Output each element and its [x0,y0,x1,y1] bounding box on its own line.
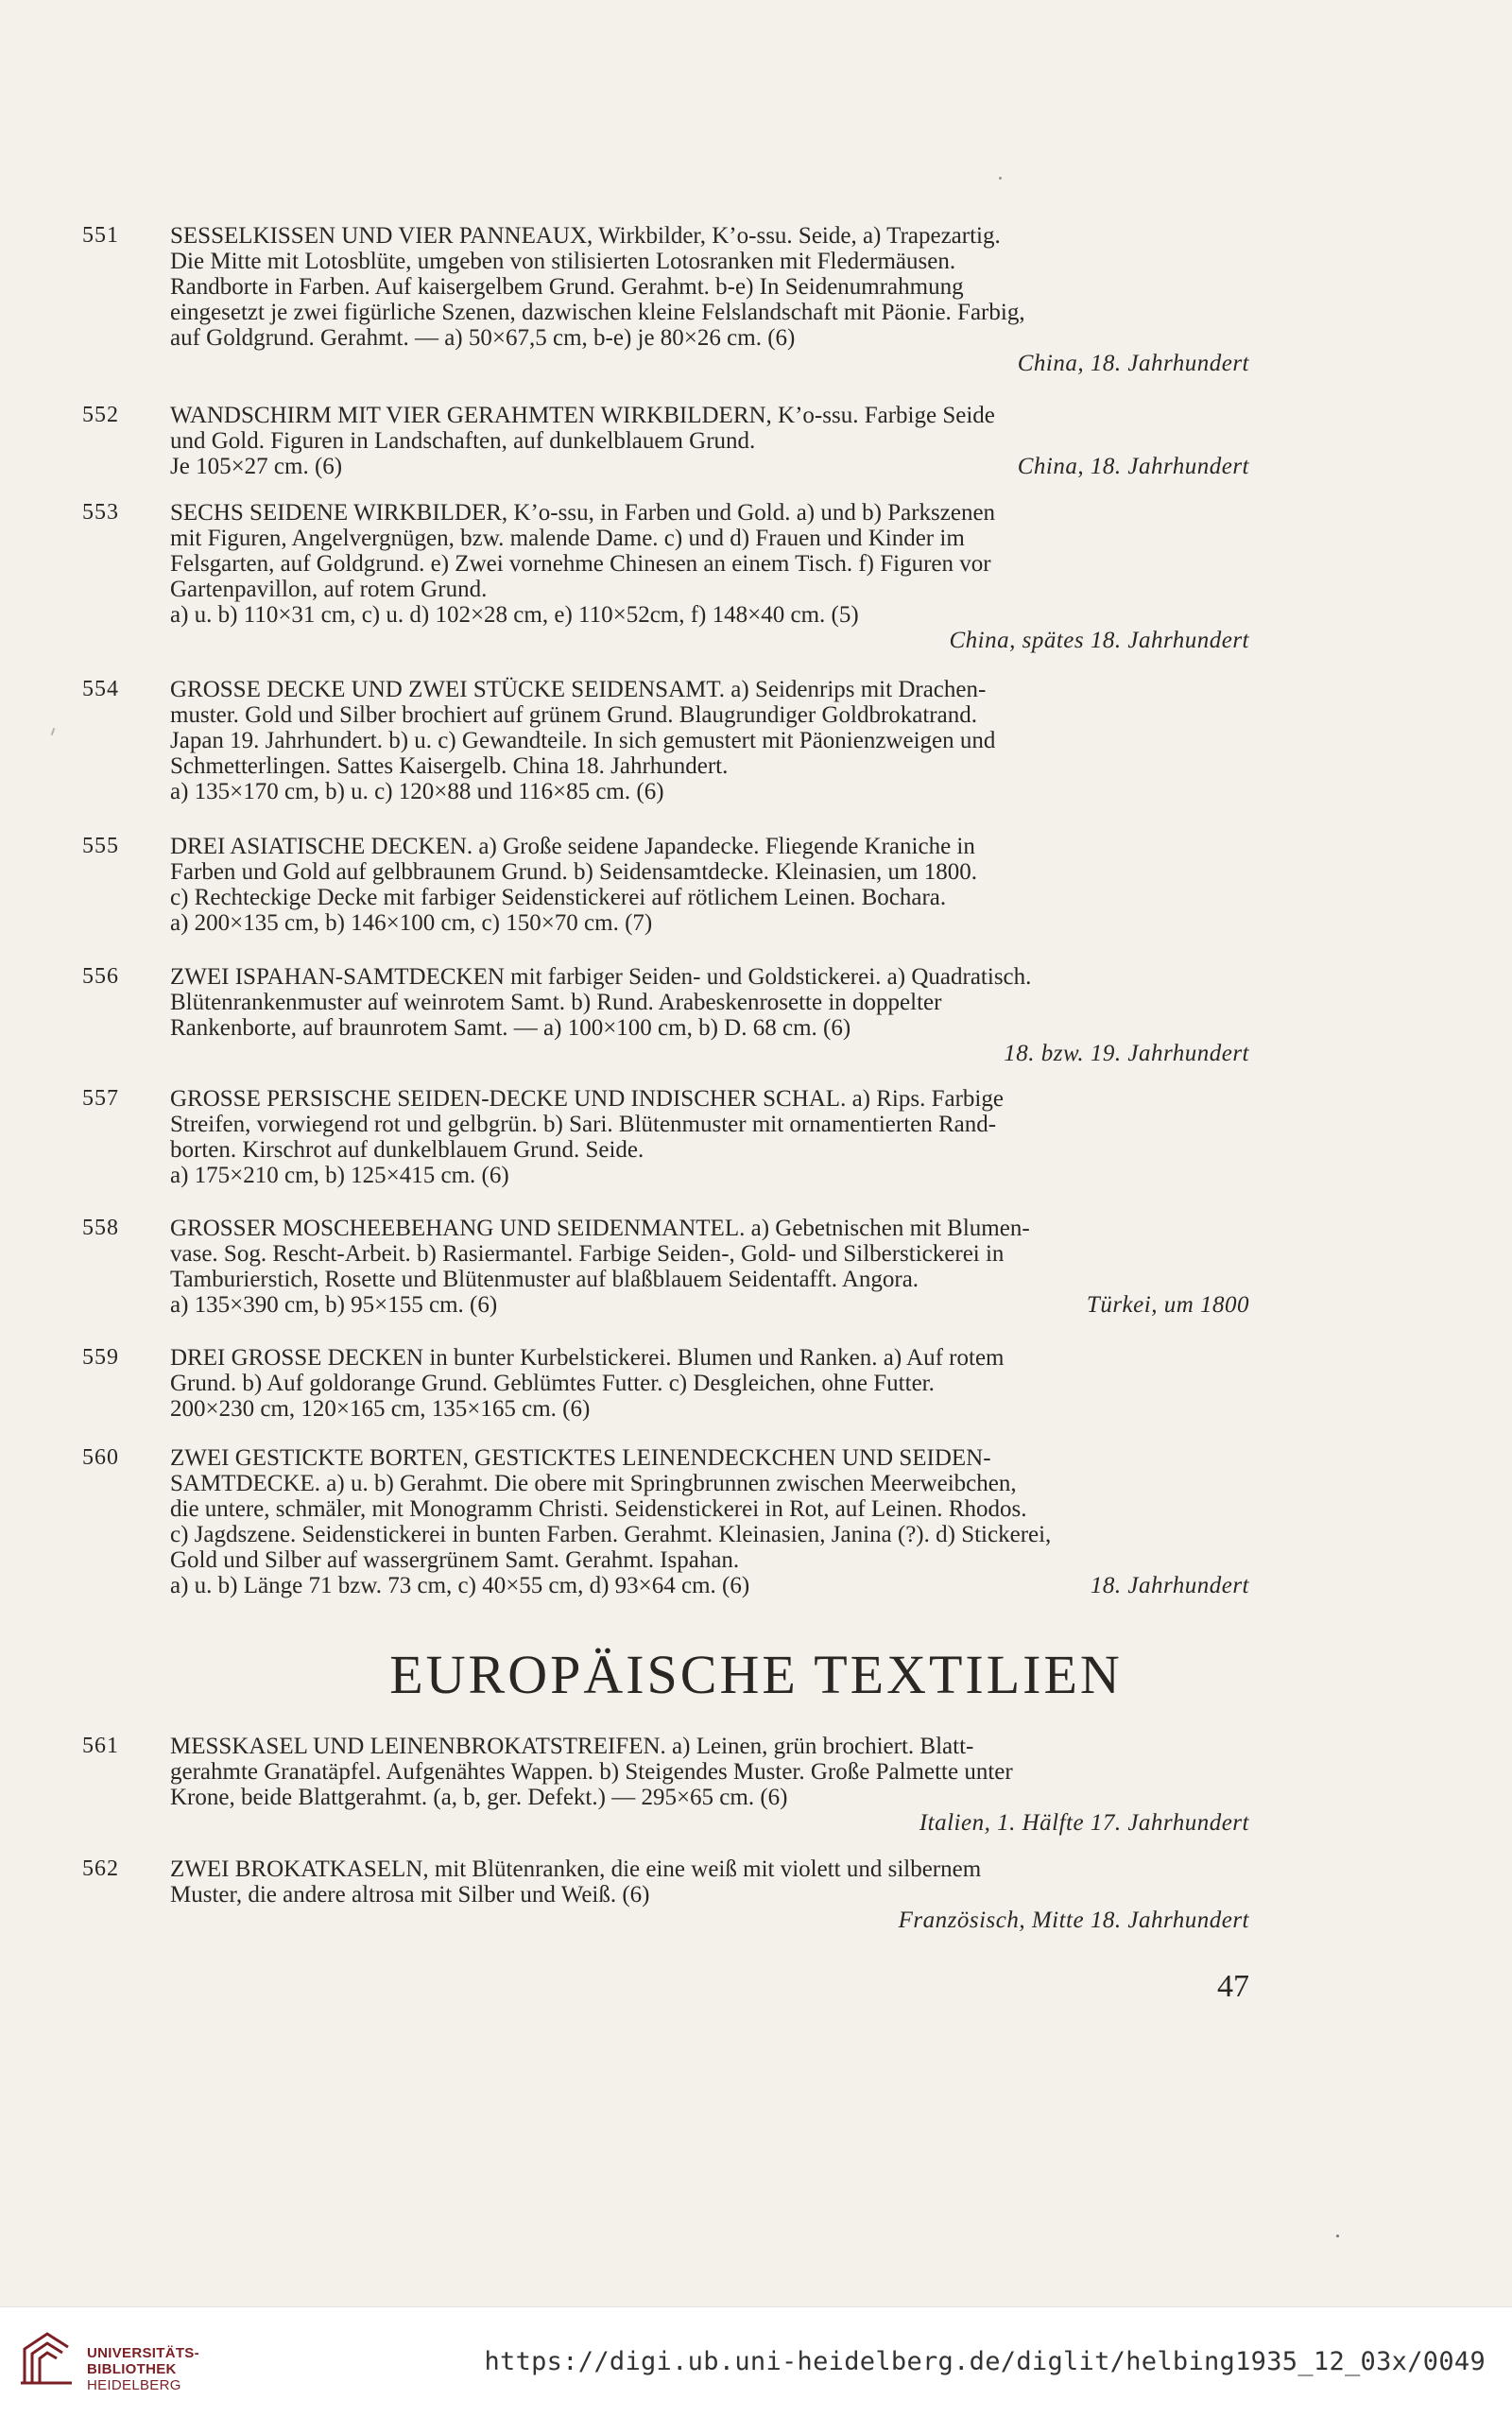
library-name-line: HEIDELBERG [87,2377,181,2393]
entry-line: 200×230 cm, 120×165 cm, 135×165 cm. (6) [170,1396,591,1422]
entry-final-row [170,1573,1249,1598]
entry-text [170,1445,1249,1573]
entry-line: GROSSER MOSCHEEBEHANG UND SEIDENMANTEL. a) Gebetnischen mit Blumen- [170,1216,1030,1241]
library-logo-icon [19,2328,74,2387]
page-mark [1336,2235,1339,2237]
entry-line: DREI ASIATISCHE DECKEN. a) Große seidene Japandecke. Fliegende Kraniche in [170,834,975,859]
entry-line: Farben und Gold auf gelbbraunem Grund. b) Seidensamtdecke. Kleinasien, um 1800. [170,859,977,885]
entry-text [170,834,1249,936]
footer-bar [0,2306,1512,2417]
lot-number: 556 [82,964,119,989]
entry-text [170,964,1249,1041]
lot-number: 562 [82,1856,119,1881]
entry-text [170,1734,1249,1810]
lot-number: 551 [82,223,119,248]
entry-line: Schmetterlingen. Sattes Kaisergelb. China 18. Jahrhundert. [170,753,729,779]
library-name-line: UNIVERSITÄTS- [87,2345,199,2361]
entry-line: Rankenborte, auf braunrotem Samt. — a) 100×100 cm, b) D. 68 cm. (6) [170,1015,851,1041]
entry-line: Japan 19. Jahrhundert. b) u. c) Gewandteile. In sich gemustert mit Päonienzweigen und [170,728,996,753]
lot-number: 555 [82,834,119,858]
entry-text [170,500,1249,628]
attribution: 18. Jahrhundert [1090,1573,1249,1598]
catalog-entry-553 [82,500,1249,653]
catalog-entry-561 [82,1734,1249,1836]
lot-number: 553 [82,500,119,525]
entry-line: vase. Sog. Rescht-Arbeit. b) Rasiermantel. Farbige Seiden-, Gold- und Silberstickerei in [170,1241,1005,1267]
entry-line: Gartenpavillon, auf rotem Grund. [170,577,488,602]
entry-line: Blütenrankenmuster auf weinrotem Samt. b) Rund. Arabeskenrosette in doppelter [170,990,942,1015]
entry-line: gerahmte Granatäpfel. Aufgenähtes Wappen. b) Steigendes Muster. Große Palmette unter [170,1759,1013,1785]
entry-text [170,1086,1249,1188]
entry-line: ZWEI BROKATKASELN, mit Blütenranken, die eine weiß mit violett und silbernem [170,1856,982,1882]
entry-line: Randborte in Farben. Auf kaisergelbem Grund. Gerahmt. b-e) In Seidenumrahmung [170,274,964,300]
catalog-entry-560 [82,1445,1249,1598]
lot-number: 557 [82,1086,119,1111]
entry-line: Tamburierstich, Rosette und Blütenmuster auf blaßblauem Seidentafft. Angora. [170,1267,919,1292]
lot-number: 561 [82,1734,119,1758]
attribution: China, spätes 18. Jahrhundert [949,628,1249,653]
entry-line: Gold und Silber auf wassergrünem Samt. Gerahmt. Ispahan. [170,1547,740,1573]
entry-line: Grund. b) Auf goldorange Grund. Geblümtes Futter. c) Desgleichen, ohne Futter. [170,1371,935,1396]
entry-text [170,403,1249,454]
entry-line: ZWEI GESTICKTE BORTEN, GESTICKTES LEINENDECKCHEN UND SEIDEN- [170,1445,991,1471]
entry-line: SESSELKISSEN UND VIER PANNEAUX, Wirkbilder, K’o-ssu. Seide, a) Trapezartig. [170,223,1001,249]
entry-line: muster. Gold und Silber brochiert auf grünem Grund. Blaugrundiger Goldbrokatrand. [170,702,977,728]
page-mark [999,177,1002,180]
entry-text [170,1856,1249,1908]
entry-line: a) u. b) Länge 71 bzw. 73 cm, c) 40×55 cm, d) 93×64 cm. (6) [170,1573,750,1598]
page-number: 47 [1217,1969,1249,2004]
entry-line: Felsgarten, auf Goldgrund. e) Zwei vornehme Chinesen an einem Tisch. f) Figuren vor [170,551,991,577]
entry-line: c) Jagdszene. Seidenstickerei in bunten Farben. Gerahmt. Kleinasien, Janina (?). d) Stickerei, [170,1522,1052,1547]
entry-line: auf Goldgrund. Gerahmt. — a) 50×67,5 cm, b-e) je 80×26 cm. (6) [170,325,796,351]
entry-final-row [170,1292,1249,1318]
catalog-entry-554 [82,677,1249,804]
entry-line: WANDSCHIRM MIT VIER GERAHMTEN WIRKBILDERN, K’o-ssu. Farbige Seide [170,403,995,428]
lot-number: 559 [82,1345,119,1370]
entry-line: a) 200×135 cm, b) 146×100 cm, c) 150×70 cm. (7) [170,910,653,936]
attribution: Italien, 1. Hälfte 17. Jahrhundert [919,1810,1249,1836]
source-url-link[interactable]: https://digi.ub.uni-heidelberg.de/diglit/helbing1935_12_03x/0049 [484,2347,1486,2376]
attribution: 18. bzw. 19. Jahrhundert [1004,1041,1249,1066]
attribution: China, 18. Jahrhundert [1017,351,1249,376]
entry-line: MESSKASEL UND LEINENBROKATSTREIFEN. a) Leinen, grün brochiert. Blatt- [170,1734,974,1759]
entry-line: Je 105×27 cm. (6) [170,454,343,479]
catalog-entry-551 [82,223,1249,376]
entry-line: c) Rechteckige Decke mit farbiger Seidenstickerei auf rötlichem Leinen. Bochara. [170,885,947,910]
catalog-entry-552 [82,403,1249,479]
lot-number: 558 [82,1216,119,1240]
entry-line: GROSSE DECKE UND ZWEI STÜCKE SEIDENSAMT. a) Seidenrips mit Drachen- [170,677,987,702]
entry-line: ZWEI ISPAHAN-SAMTDECKEN mit farbiger Seiden- und Goldstickerei. a) Quadratisch. [170,964,1032,990]
entry-line: Die Mitte mit Lotosblüte, umgeben von stilisierten Lotosranken mit Fledermäusen. [170,249,956,274]
entry-line: die untere, schmäler, mit Monogramm Christi. Seidenstickerei in Rot, auf Leinen. Rhodos. [170,1496,1027,1522]
entry-line: borten. Kirschrot auf dunkelblauem Grund. Seide. [170,1137,644,1163]
entry-text [170,1345,1249,1422]
entry-final-row [170,454,1249,479]
lot-number: 554 [82,677,119,701]
attribution: China, 18. Jahrhundert [1017,454,1249,479]
attribution: Türkei, um 1800 [1086,1292,1249,1318]
lot-number: 560 [82,1445,119,1470]
library-name-line: BIBLIOTHEK [87,2361,177,2377]
catalog-entry-557 [82,1086,1249,1188]
entry-line: a) 135×170 cm, b) u. c) 120×88 und 116×85 cm. (6) [170,779,664,804]
entry-line: und Gold. Figuren in Landschaften, auf dunkelblauem Grund. [170,428,756,454]
entry-line: DREI GROSSE DECKEN in bunter Kurbelstickerei. Blumen und Ranken. a) Auf rotem [170,1345,1005,1371]
entry-line: GROSSE PERSISCHE SEIDEN-DECKE UND INDISCHER SCHAL. a) Rips. Farbige [170,1086,1004,1112]
entry-line: Krone, beide Blattgerahmt. (a, b, ger. Defekt.) — 295×65 cm. (6) [170,1785,788,1810]
library-name [87,2345,199,2393]
catalog-entry-555 [82,834,1249,936]
entry-line: mit Figuren, Angelvergnügen, bzw. malende Dame. c) und d) Frauen und Kinder im [170,526,965,551]
attribution: Französisch, Mitte 18. Jahrhundert [898,1908,1249,1933]
entry-line: SECHS SEIDENE WIRKBILDER, K’o-ssu, in Farben und Gold. a) und b) Parkszenen [170,500,996,526]
catalog-entry-558 [82,1216,1249,1318]
catalog-entry-556 [82,964,1249,1066]
entry-line: a) 175×210 cm, b) 125×415 cm. (6) [170,1163,509,1188]
entry-text [170,677,1249,804]
margin-mark [51,728,56,735]
section-heading: EUROPÄISCHE TEXTILIEN [389,1644,1123,1705]
entry-line: Streifen, vorwiegend rot und gelbgrün. b) Sari. Blütenmuster mit ornamentierten Rand- [170,1112,997,1137]
entry-line: eingesetzt je zwei figürliche Szenen, dazwischen kleine Felslandschaft mit Päonie. Farbig, [170,300,1025,325]
entry-line: Muster, die andere altrosa mit Silber und Weiß. (6) [170,1882,650,1908]
lot-number: 552 [82,403,119,427]
entry-line: SAMTDECKE. a) u. b) Gerahmt. Die obere mit Springbrunnen zwischen Meerweibchen, [170,1471,1017,1496]
catalog-entry-562 [82,1856,1249,1933]
entry-line: a) 135×390 cm, b) 95×155 cm. (6) [170,1292,498,1318]
entry-text [170,223,1249,351]
entry-text [170,1216,1249,1292]
catalog-entry-559 [82,1345,1249,1422]
entry-line: a) u. b) 110×31 cm, c) u. d) 102×28 cm, e) 110×52cm, f) 148×40 cm. (5) [170,602,859,628]
